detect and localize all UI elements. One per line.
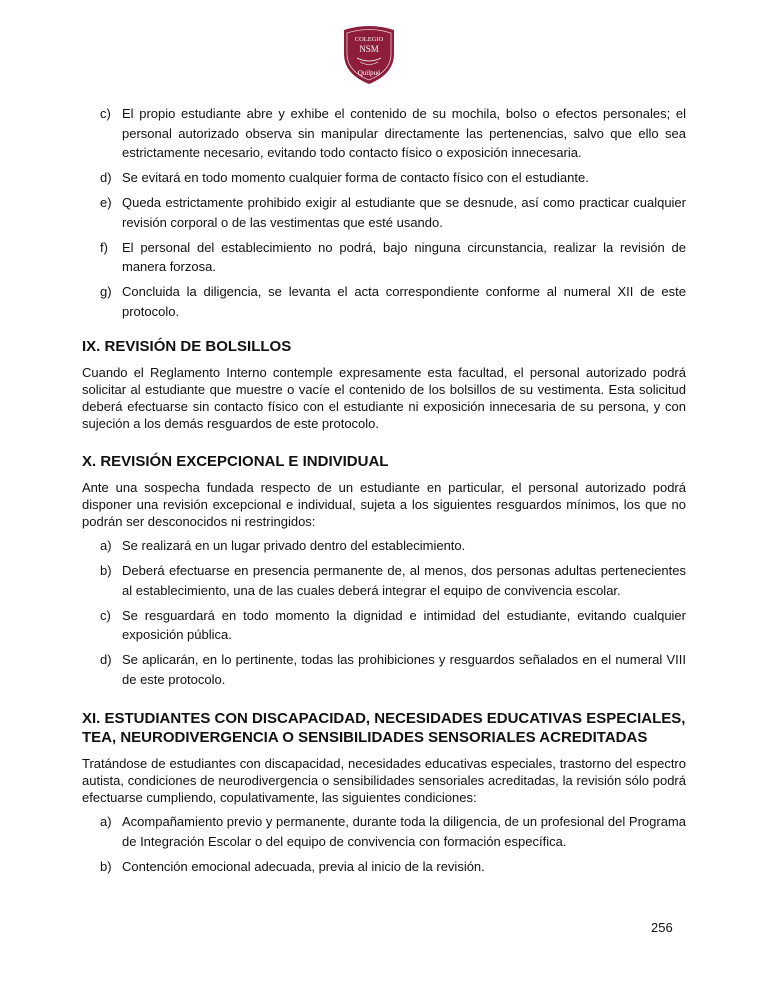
list-item-text: Deberá efectuarse en presencia permanente de, al menos, dos personas adultas pertenecientes al establecimiento, una de las cuales deberá integrar el equipo de convivencia escolar. — [122, 563, 686, 598]
logo-text-nsm: NSM — [359, 44, 379, 54]
page-number: 256 — [651, 920, 673, 935]
section-xi-title: XI. ESTUDIANTES CON DISCAPACIDAD, NECESIDADES EDUCATIVAS ESPECIALES, TEA, NEURODIVERGENCIA O SENSIBILIDADES SENSORIALES ACREDITADAS — [82, 710, 686, 746]
list-marker: e) — [100, 195, 112, 210]
list-marker: c) — [100, 607, 111, 623]
section-xi-body: Tratándose de estudiantes con discapacidad, necesidades educativas especiales, trastorno del espectro autista, condiciones de neurodivergencia o sensibilidades sensoriales acreditadas, la revisión sólo podrá efectuarse cumpliendo, copulativamente, las siguientes condiciones: — [82, 756, 686, 805]
list-marker: b) — [100, 858, 112, 874]
list-marker: d) — [100, 652, 112, 667]
list-item — [82, 857, 686, 877]
list-item-text: Se evitará en todo momento cualquier forma de contacto físico con el estudiante. — [122, 170, 589, 185]
list-marker: g) — [100, 284, 112, 299]
section-ix-body: Cuando el Reglamento Interno contemple expresamente esta facultad, el personal autorizado podrá solicitar al estudiante que muestre o vacíe el contenido de los bolsillos de su vestimenta. Esta solicitud deberá efectuarse sin contacto físico con el estudiante ni exposición innecesaria de su persona, y con sujeción a los demás resguardos de este protocolo. — [82, 365, 686, 431]
list-item — [82, 104, 686, 163]
list-marker: a) — [100, 538, 112, 553]
list-item — [82, 812, 686, 851]
section-ix-title: IX. REVISIÓN DE BOLSILLOS — [82, 338, 292, 355]
list-item-text: El propio estudiante abre y exhibe el contenido de su mochila, bolso o efectos personales; el personal autorizado observa sin manipular directamente las pertenencias, salvo que ello sea estrictamente necesario, evitando todo contacto físico o exposición innecesaria. — [122, 106, 686, 160]
list-item — [82, 238, 686, 277]
section-x-title: X. REVISIÓN EXCEPCIONAL E INDIVIDUAL — [82, 453, 389, 470]
section-x-body: Ante una sospecha fundada respecto de un estudiante en particular, el personal autorizado podrá disponer una revisión excepcional e individual, sujeta a los siguientes resguardos mínimos, los que no podrán ser desconocidos ni restringidos: — [82, 480, 686, 529]
list-item-text: Se aplicarán, en lo pertinente, todas las prohibiciones y resguardos señalados en el numeral VIII de este protocolo. — [122, 652, 686, 687]
section-x-list — [82, 536, 686, 689]
document-body — [82, 104, 686, 882]
list-marker: c) — [100, 106, 111, 121]
list-item-text: Concluida la diligencia, se levanta el acta correspondiente conforme al numeral XII de este protocolo. — [122, 284, 686, 319]
list-item — [82, 536, 686, 556]
list-item — [82, 650, 686, 689]
section-xi-list — [82, 812, 686, 876]
list-item-text: El personal del establecimiento no podrá, bajo ninguna circunstancia, realizar la revisión de manera forzosa. — [122, 239, 686, 274]
list-item-text: Se realizará en un lugar privado dentro del establecimiento. — [122, 538, 466, 553]
list-marker: f) — [100, 239, 108, 255]
list-item — [82, 193, 686, 232]
list-item-text: Se resguardará en todo momento la dignidad e intimidad del estudiante, evitando cualquier exposición pública. — [122, 607, 686, 642]
list-item — [82, 561, 686, 600]
list-item-text: Queda estrictamente prohibido exigir al estudiante que se desnude, así como practicar cualquier revisión corporal o de las vestimentas que esté usando. — [122, 195, 686, 230]
list-item — [82, 282, 686, 321]
list-item-text: Contención emocional adecuada, previa al inicio de la revisión. — [122, 858, 485, 874]
list-item-text: Acompañamiento previo y permanente, durante toda la diligencia, de un profesional del Programa de Integración Escolar o del equipo de convivencia con formación específica. — [122, 814, 686, 849]
list-marker: d) — [100, 170, 112, 185]
list-marker: b) — [100, 563, 112, 578]
logo-text-colegio: COLEGIO — [354, 36, 384, 43]
list-item — [82, 168, 686, 188]
list-continuation — [82, 104, 686, 321]
school-crest-logo — [340, 24, 398, 86]
list-item — [82, 606, 686, 645]
logo-text-city: Quilpué — [357, 69, 381, 77]
list-marker: a) — [100, 814, 112, 829]
